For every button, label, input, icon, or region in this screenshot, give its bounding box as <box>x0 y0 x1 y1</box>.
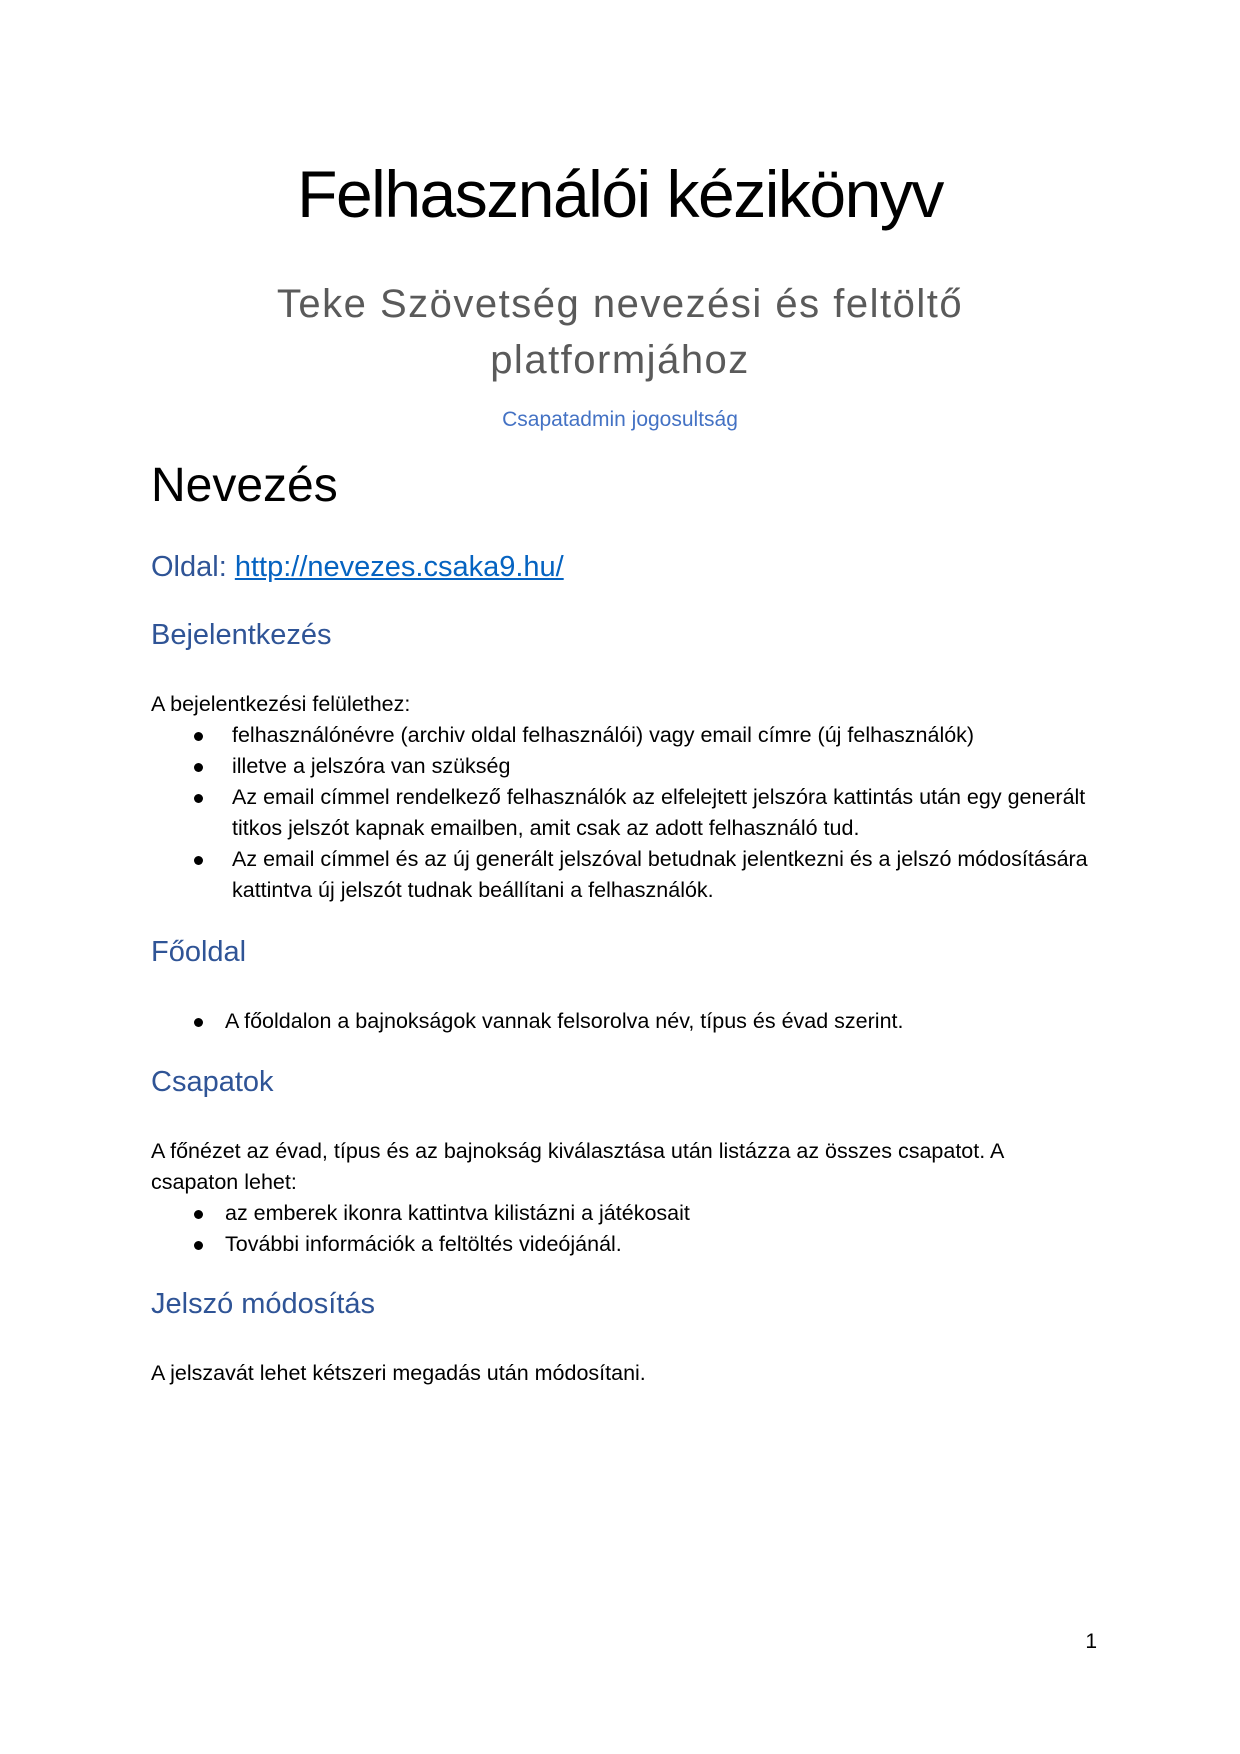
bullet-icon <box>194 1018 203 1027</box>
site-label: Oldal: <box>151 551 235 583</box>
site-heading <box>151 552 564 584</box>
login-intro: A bejelentkezési felülethez: <box>151 692 411 716</box>
password-text: A jelszavát lehet kétszeri megadás után módosítani. <box>151 1361 646 1385</box>
bullet-icon <box>194 856 203 865</box>
teams-list <box>151 1198 1090 1260</box>
page-number: 1 <box>1085 1630 1097 1653</box>
bullet-icon <box>194 732 203 741</box>
teams-intro: A főnézet az évad, típus és az bajnokság kiválasztása után listázza az összes csapatot. A csapaton lehet: <box>151 1139 1004 1194</box>
list-item: felhasználónévre (archiv oldal felhasználói) vagy email címre (új felhasználók) <box>151 720 1090 751</box>
list-item: További információk a feltöltés videójánál. <box>151 1229 1090 1260</box>
role-label: Csapatadmin jogosultság <box>502 408 738 431</box>
list-item: A főoldalon a bajnokságok vannak felsorolva név, típus és évad szerint. <box>151 1006 1090 1037</box>
heading-fooldal: Főoldal <box>151 936 247 968</box>
home-list <box>151 1006 1090 1037</box>
bullet-icon <box>194 763 203 772</box>
login-list <box>151 720 1090 906</box>
document-title: Felhasználói kézikönyv <box>297 157 943 231</box>
document-subtitle: Teke Szövetség nevezési és feltöltő platformjához <box>276 282 964 382</box>
list-item: Az email címmel és az új generált jelszóval betudnak jelentkezni és a jelszó módosítására kattintva új jelszót tudnak beállítani a felhasználók. <box>151 844 1090 906</box>
list-item: illetve a jelszóra van szükség <box>151 751 1090 782</box>
heading-csapatok: Csapatok <box>151 1066 274 1098</box>
section-heading-nevezes: Nevezés <box>151 459 338 512</box>
heading-bejelentkezes: Bejelentkezés <box>151 619 332 651</box>
list-item: az emberek ikonra kattintva kilistázni a játékosait <box>151 1198 1090 1229</box>
heading-jelszo-modositas: Jelszó módosítás <box>151 1288 376 1320</box>
bullet-icon <box>194 1210 203 1219</box>
bullet-icon <box>194 1241 203 1250</box>
list-item: Az email címmel rendelkező felhasználók az elfelejtett jelszóra kattintás után egy generált titkos jelszót kapnak emailben, amit csak az adott felhasználó tud. <box>151 782 1090 844</box>
bullet-icon <box>194 794 203 803</box>
site-link[interactable]: http://nevezes.csaka9.hu/ <box>234 551 564 583</box>
